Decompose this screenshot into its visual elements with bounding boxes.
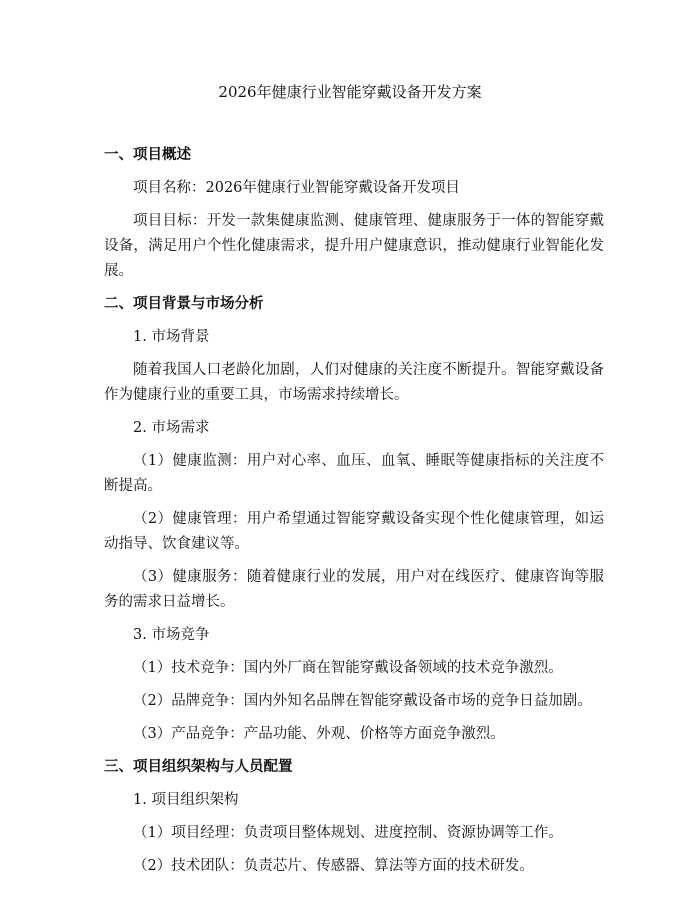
document-title: 2026年健康行业智能穿戴设备开发方案 — [218, 83, 482, 101]
subheading-market-competition: 3. 市场竞争 — [133, 627, 210, 643]
subheading-market-demand: 2. 市场需求 — [133, 420, 210, 436]
competition-item-brand: （2）品牌竞争：国内外知名品牌在智能穿戴设备市场的竞争日益加剧。 — [133, 693, 592, 709]
project-goal-paragraph: 项目目标：开发一款集健康监测、健康管理、健康服务于一体的智能穿戴设备，满足用户个性化健康需求，提升用户健康意识，推动健康行业智能化发展。 — [104, 213, 604, 279]
demand-item-service: （3）健康服务：随着健康行业的发展，用户对在线医疗、健康咨询等服务的需求日益增长。 — [104, 569, 604, 610]
document-body — [104, 143, 604, 887]
section-heading-organization: 三、项目组织架构与人员配置 — [104, 759, 293, 775]
role-item-project-manager: （1）项目经理：负责项目整体规划、进度控制、资源协调等工作。 — [133, 825, 563, 841]
subheading-org-structure: 1. 项目组织架构 — [133, 792, 239, 808]
project-name-paragraph: 项目名称：2026年健康行业智能穿戴设备开发项目 — [133, 180, 460, 196]
competition-item-technology: （1）技术竞争：国内外厂商在智能穿戴设备领域的技术竞争激烈。 — [133, 660, 563, 676]
demand-item-management: （2）健康管理：用户希望通过智能穿戴设备实现个性化健康管理，如运动指导、饮食建议等。 — [104, 511, 604, 552]
competition-item-product: （3）产品竞争：产品功能、外观、价格等方面竞争激烈。 — [133, 726, 505, 742]
role-item-tech-team: （2）技术团队：负责芯片、传感器、算法等方面的技术研发。 — [133, 858, 534, 874]
section-heading-overview: 一、项目概述 — [104, 147, 191, 163]
market-background-paragraph: 随着我国人口老龄化加剧，人们对健康的关注度不断提升。智能穿戴设备作为健康行业的重要工具，市场需求持续增长。 — [104, 362, 604, 403]
demand-item-monitoring: （1）健康监测：用户对心率、血压、血氧、睡眠等健康指标的关注度不断提高。 — [104, 453, 604, 494]
subheading-market-background: 1. 市场背景 — [133, 329, 210, 345]
section-heading-background: 二、项目背景与市场分析 — [104, 296, 264, 312]
